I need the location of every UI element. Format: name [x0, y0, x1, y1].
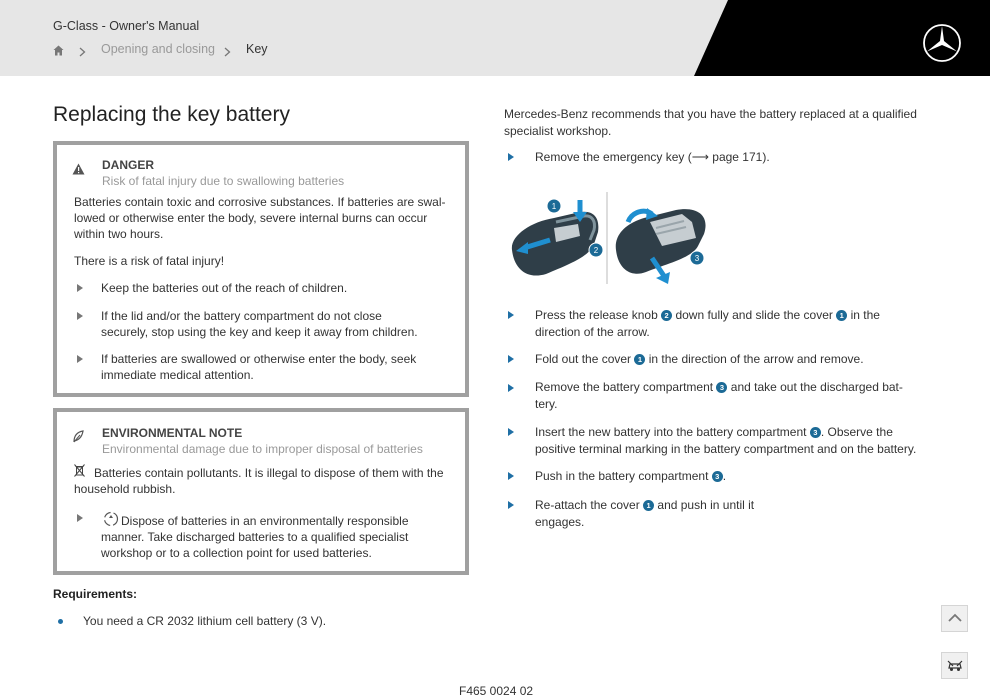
step-push-in-compartment[interactable]: Push in the battery compartment 3 . — [535, 469, 727, 483]
scroll-top-button[interactable] — [941, 605, 968, 632]
svg-text:3: 3 — [694, 254, 700, 263]
manual-title: G-Class - Owner's Manual — [53, 19, 200, 33]
step-fold-out-cover[interactable]: Fold out the cover 1 in the direction of the arrow and remove. — [535, 352, 864, 366]
chevron-right-icon — [79, 44, 86, 62]
danger-item: Keep the batteries out of the reach of children. — [101, 281, 348, 295]
chevron-right-icon — [224, 44, 231, 62]
marker-1-icon: 1 — [634, 354, 645, 365]
danger-warning: There is a risk of fatal injury! — [74, 254, 225, 268]
environmental-body: Batteries contain pollutants. It is illegal to dispose of them with the household rubbish. — [74, 466, 444, 496]
step-press-release-knob[interactable]: Press the release knob 2 down fully and slide the cover 1 in the direction of the arrow. — [535, 308, 880, 339]
marker-3-icon: 3 — [716, 382, 727, 393]
requirements-heading: Requirements: — [53, 587, 138, 601]
step-arrow — [508, 355, 514, 363]
step-arrow — [508, 384, 514, 392]
mercedes-star-logo — [922, 23, 962, 68]
car-icon — [947, 660, 963, 672]
environmental-item: Dispose of batteries in an environmentally responsible manner. Take discharged batteries to a qualified specialist workshop or to a collection point for used batteries. — [101, 514, 409, 560]
marker-3-icon: 3 — [712, 471, 723, 482]
page-title: Replacing the key battery — [53, 103, 290, 126]
chevron-up-icon — [948, 613, 962, 623]
marker-2-icon: 2 — [661, 310, 672, 321]
leaf-icon — [72, 430, 84, 448]
figure-code: F465 0024 02 — [459, 684, 534, 698]
key-battery-illustration — [506, 188, 718, 293]
svg-text:2: 2 — [593, 246, 599, 255]
environmental-label: ENVIRONMENTAL NOTE — [102, 426, 243, 440]
svg-text:1: 1 — [551, 202, 557, 211]
step-remove-emergency-key[interactable]: Remove the emergency key (⟶ page 171). — [535, 150, 770, 164]
bullet-arrow — [77, 312, 83, 320]
bullet-arrow — [77, 355, 83, 363]
bullet-arrow — [77, 284, 83, 292]
marker-1-icon: 1 — [836, 310, 847, 321]
danger-box — [53, 141, 469, 397]
breadcrumb-opening-closing[interactable]: Opening and closing — [101, 42, 215, 56]
step-remove-battery-compartment[interactable]: Remove the battery compartment 3 and take out the discharged bat- tery. — [535, 380, 903, 411]
step-arrow — [508, 428, 514, 436]
breadcrumb-key: Key — [246, 42, 268, 56]
danger-body: Batteries contain toxic and corrosive substances. If batteries are swal- lowed or otherwise enter the body, severe internal burns can occur within two hours. — [74, 195, 446, 241]
marker-3-icon: 3 — [810, 427, 821, 438]
home-icon[interactable] — [53, 43, 64, 61]
step-arrow — [508, 501, 514, 509]
danger-item: If the lid and/or the battery compartment do not close securely, stop using the key and keep it away from children. — [101, 309, 418, 339]
bullet-arrow — [77, 514, 83, 522]
requirements-item: You need a CR 2032 lithium cell battery (3 V). — [83, 614, 327, 628]
vehicle-view-button[interactable] — [941, 652, 968, 679]
danger-label: DANGER — [102, 158, 155, 172]
bullet-dot — [58, 619, 63, 624]
step-arrow — [508, 472, 514, 480]
intro-text: Mercedes-Benz recommends that you have the battery replaced at a qualified specialist workshop. — [504, 107, 917, 138]
warning-triangle-icon — [72, 162, 85, 180]
danger-item: If batteries are swallowed or otherwise enter the body, seek immediate medical attention. — [101, 352, 417, 382]
environmental-subtitle: Environmental damage due to improper disposal of batteries — [102, 442, 423, 456]
step-insert-new-battery[interactable]: Insert the new battery into the battery compartment 3 . Observe the positive terminal marking in the battery compartment and on the battery. — [535, 425, 917, 456]
step-arrow — [508, 311, 514, 319]
danger-subtitle: Risk of fatal injury due to swallowing batteries — [102, 174, 345, 188]
marker-1-icon: 1 — [643, 500, 654, 511]
step-reattach-cover[interactable]: Re-attach the cover 1 and push in until it engages. — [535, 498, 755, 529]
step-arrow — [508, 153, 514, 161]
environmental-note-box — [53, 408, 469, 575]
